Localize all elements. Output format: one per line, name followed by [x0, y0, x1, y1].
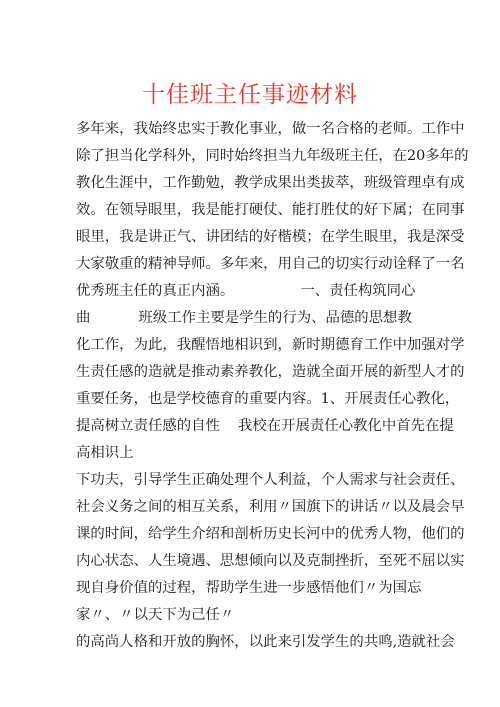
text-line: 重要任务，也是学校德育的重要内容。1、开展责任心教化， — [76, 391, 460, 407]
document-title: 十佳班主任事迹材料 — [142, 82, 358, 108]
sub-heading: 提高树立责任感的自性 — [76, 418, 220, 434]
text-line: 下功夫，引导学生正确处理个人利益，个人需求与社会责任、 — [76, 472, 465, 488]
text-line-with-heading — [76, 416, 454, 436]
text-line-with-heading — [76, 308, 436, 328]
text-line: 现自身价值的过程，帮助学生进一步感悟他们〃为国忘 — [76, 580, 422, 596]
text-line: 生责任感的造就是推动素养教化，造就全面开展的新型人才的 — [76, 364, 465, 380]
text-line: 大家敬重的精神导师。多年来，用自己的切实行动诠释了一名 — [76, 256, 465, 272]
text-line-with-heading — [76, 281, 436, 301]
section-heading: 一、责任构筑同心 — [300, 283, 416, 299]
text-line: 化工作，为此，我醒悟地相识到，新时期德育工作中加强对学 — [76, 337, 465, 353]
text-line: 的高尚人格和开放的胸怀，以此来引发学生的共鸣,造就社会 — [76, 634, 455, 650]
text-segment: 班级工作主要是学生的行为、品德的思想教 — [138, 310, 412, 326]
text-line: 教化生涯中，工作勤勉，教学成果出类拔萃，班级管理卓有成 — [76, 175, 465, 191]
text-line: 内心状态、人生境遇、思想倾向以及克制挫折，至死不屈以实 — [76, 553, 465, 569]
text-line: 课的时间，给学生介绍和剖析历史长河中的优秀人物，他们的 — [76, 526, 465, 542]
text-line: 眼里，我是讲正气、讲团结的好楷模；在学生眼里，我是深受 — [76, 229, 465, 245]
text-line: 效。在领导眼里，我是能打硬仗、能打胜仗的好下属；在同事 — [76, 202, 465, 218]
text-line: 多年来，我始终忠实于教化事业，做一名合格的老师。工作中 — [76, 121, 465, 137]
text-segment: 我校在开展责任心教化中首先在提 — [237, 418, 454, 434]
text-line: 家〃、〃以天下为己任〃 — [76, 607, 235, 623]
section-heading-end: 曲 — [76, 310, 91, 326]
text-line: 高相识上 — [76, 445, 134, 461]
text-segment: 优秀班主任的真正内涵。 — [76, 283, 235, 299]
text-line: 社会义务之间的相互关系，利用〃国旗下的讲话〃以及晨会早 — [76, 499, 465, 515]
text-line: 除了担当化学科外，同时始终担当九年级班主任，在20多年的 — [76, 148, 469, 164]
